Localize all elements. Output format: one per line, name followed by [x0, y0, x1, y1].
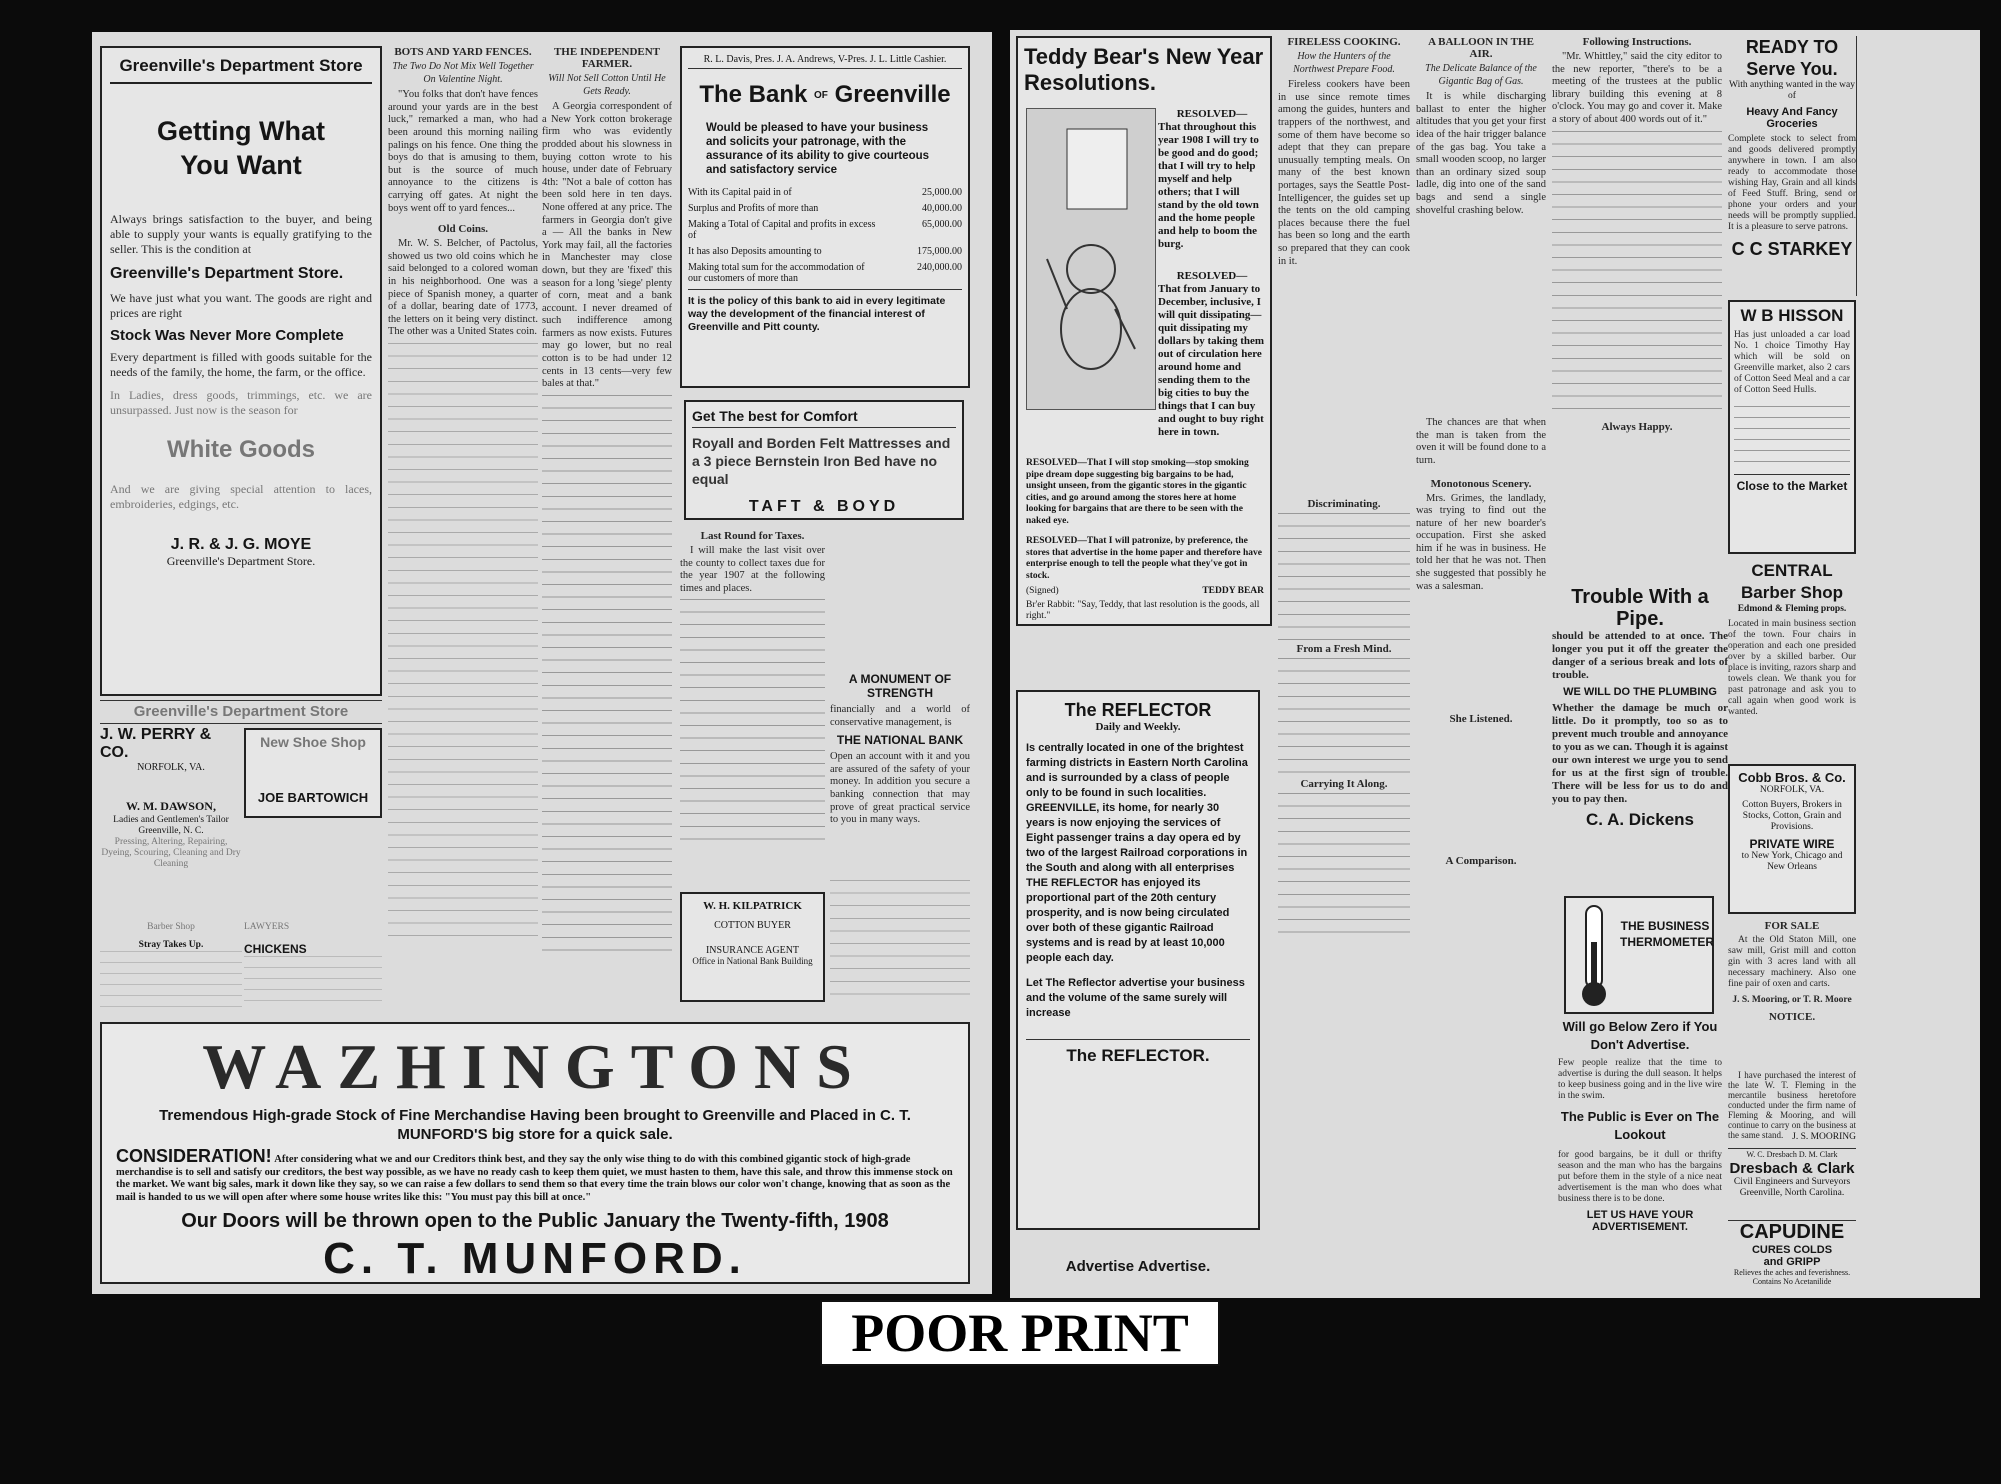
thermometer-label: THE BUSINESS THERMOMETER [1620, 919, 1714, 949]
comfort-title: Get The best for Comfort [692, 408, 956, 428]
central-barber-ad [1728, 560, 1856, 760]
kilpatrick-line3: Office in National Bank Building [692, 956, 813, 966]
stray-small [100, 940, 242, 1010]
reflector-title: The REFLECTOR [1064, 700, 1212, 720]
advertise-line [1016, 1258, 1260, 1282]
thermo-line: Will go Below Zero if You Don't Advertise. [1562, 1019, 1718, 1052]
bank-name-suffix: Greenville [834, 81, 951, 108]
eye-title: The Public is Ever on The Lookout [1560, 1109, 1720, 1142]
perry-name: J. W. PERRY & CO. [100, 726, 212, 761]
bank-row [688, 203, 962, 214]
dawson-line1: Ladies and Gentlemen's Tailor [113, 815, 229, 825]
consideration [116, 1146, 954, 1204]
cobb-line2: to New York, Chicago and New Orleans [1741, 851, 1843, 872]
for-sale-title: FOR SALE [1764, 920, 1820, 932]
balloon-body: It is while discharging ballast to enter the higher altitudes that you get your first idea of the hair trigger balance of the gas bag. You take a small wooden scoop, no larger than an ordinary sized soup ladle, dig into one of the sand bags and send a single shovelful crashing below. [1416, 91, 1546, 216]
cobb-name: Cobb Bros. & Co. [1738, 770, 1846, 785]
reflector-cta: Let The Reflector advertise your business and the volume of the same surely will increase [1026, 977, 1245, 1019]
kilpatrick-name: W. H. KILPATRICK [703, 900, 802, 912]
lawyers-small [244, 922, 382, 938]
chickens-title: CHICKENS [244, 942, 307, 956]
dresbach-line2: Greenville, North Carolina. [1739, 1188, 1845, 1198]
bank-row-label: It has also Deposits amounting to [688, 246, 822, 257]
stock-line: Stock Was Never More Complete [110, 327, 344, 344]
store-line4: In Ladies, dress goods, trimmings, etc. we are unsurpassed. Just now is the season for [110, 388, 372, 417]
taxes-body: I will make the last visit over the county to collect taxes due for the year 1907 at the following times and places. [680, 545, 825, 594]
consideration-text: After considering what we and our Creditors think best, and they say the only wise thing to do with this combined gigantic stock of high-grade merchandise is to sell and satisfy our creditors, the best way possible, as we have no ready cash to keep them quiet, we must hasten to them, have this sale, and throw this immense stock on the market. We want big sales, mark it down like they say, so we can raise a few dollars to send them so that every time the train blows our color won't change, knowing that as soon as the mail is handed to us we will open after where some house writes like this: "You must pay this bill at once." [116, 1154, 953, 1203]
dickens-plumbing-ad [1552, 586, 1728, 886]
carrying-lines [1278, 793, 1410, 943]
kilpatrick-line2: INSURANCE AGENT [705, 945, 800, 956]
resolution-1 [1158, 108, 1266, 251]
stray-title: Stray Takes Up. [138, 940, 204, 950]
notice-sig: J. S. MOORING [1792, 1132, 1856, 1142]
bank-row [688, 246, 962, 257]
farmer-lower-text [542, 395, 672, 955]
bank-of-greenville-ad [680, 46, 970, 388]
trouble-title: Trouble With a Pipe. [1571, 586, 1709, 630]
cobb-wire: PRIVATE WIRE [1749, 837, 1835, 851]
capudine-ad [1728, 1220, 1856, 1293]
left-newspaper-page [92, 32, 992, 1294]
taft-boyd-ad [684, 400, 964, 520]
shoe-name: JOE BARTOWICH [257, 790, 369, 805]
comfort-body: Royall and Borden Felt Mattresses and a 3 piece Bernstein Iron Bed have no equal [692, 435, 951, 487]
monument-body: financially and a world of conservative management, is [830, 704, 970, 728]
r1-head: RESOLVED— [1176, 108, 1248, 120]
starkey-name: C C STARKEY [1731, 239, 1853, 259]
teddy-title: Teddy Bear's New Year Resolutions. [1024, 44, 1264, 95]
bank-row [688, 262, 962, 284]
grimes-body: Mrs. Grimes, the landlady, was trying to find out the nature of her new boarder's occupation. First she asked him if he was in business. He told her that he was not. Then she suggested that possibly he was a salesman. [1416, 492, 1546, 592]
store-line3: Every department is filled with goods suitable for the needs of the family, the home, the farm, or the office. [110, 350, 372, 379]
washingtons-ad [100, 1022, 970, 1284]
central-body: Located in main business section of the town. Four chairs in operation and each one presided over by a skilled barber. Our place is inviting, razors sharp and towels clean. We thank you for past patronage and ask you to call again when good work is wanted. [1728, 619, 1856, 717]
business-thermometer-illustration [1564, 896, 1714, 1014]
washingtons-title: WAZHINGTONS [202, 1031, 868, 1102]
dresbach-clark-ad [1728, 1148, 1856, 1219]
r2-body: That from January to December, inclusive, I will quit dissipating—quit dissipating my dollars by taking them out of circulation here around home and sending them to the big cities to buy the things that I can buy and ought to buy right here in town. [1158, 283, 1265, 438]
store-line5: And we are giving special attention to laces, embroideries, edgings, etc. [110, 482, 372, 511]
fresh-lines [1278, 658, 1410, 778]
bank-row-value: 25,000.00 [922, 187, 962, 198]
trouble-body: should be attended to at once. The longer you put it off the greater the danger of a serious break and lots of trouble. [1552, 630, 1728, 681]
bank-row-label: Making a Total of Capital and profits in excess of [688, 219, 876, 241]
cobb-line1: Cotton Buyers, Brokers in Stocks, Cotton, Grain and Provisions. [1742, 800, 1842, 832]
resolution-4: RESOLVED—That I will patronize, by preference, the stores that advertise in the home paper and therefore have enterprise enough to tell the people what they've got in stock. [1026, 536, 1262, 581]
store-body: Always brings satisfaction to the buyer, and being able to supply your wants is equally gratifying to the seller. This is the condition at [110, 212, 372, 256]
cobb-bros-ad [1728, 764, 1856, 914]
bank-row [688, 187, 962, 198]
thermo-body2: for good bargains, be it dull or thrifty season and the man who has the bargains put before them in the style of a nice neat advertisement is the man who does what business there is to be done. [1558, 1150, 1722, 1204]
monument-title: A MONUMENT OF STRENGTH [848, 672, 952, 700]
ready-line2: Heavy And Fancy Groceries [1746, 106, 1838, 130]
dawson-line2: Greenville, N. C. [138, 826, 204, 836]
fences-body: "You folks that don't have fences around your yards are in the best luck," remarked a man, who had been around this morning nailing palings on his fence. One thing the boys do that is amusing to them, but is the source of much annoyance to the citizens is carrying off gates. At night the boys went off to yard fences... [388, 89, 538, 214]
bank-officers: R. L. Davis, Pres. J. A. Andrews, V-Pres. J. L. Little Cashier. [688, 54, 962, 69]
thermo-cta: LET US HAVE YOUR ADVERTISEMENT. [1586, 1209, 1694, 1233]
store-name-header: Greenville's Department Store [110, 56, 372, 84]
dresbach-name: Dresbach & Clark [1729, 1160, 1855, 1177]
thermo-body: Few people realize that the time to advertise is during the dull season. It helps to keep business going and in the live wire in the swim. [1558, 1058, 1722, 1101]
hisson-body: Has just unloaded a car load No. 1 choice Timothy Hay which will be sold on Greenville market, also 2 cars of Cotton Seed Meal and a car of Cotton Seed Hulls. [1734, 330, 1850, 395]
following-title: Following Instructions. [1582, 36, 1692, 48]
central-sub: Edmond & Fleming props. [1737, 604, 1847, 614]
doors-line: Our Doors will be thrown open to the Public January the Twenty-fifth, 1908 [181, 1210, 889, 1232]
taxes-column [680, 530, 825, 860]
perry-city: NORFOLK, VA. [137, 762, 205, 773]
barber-small-title: Barber Shop [147, 922, 195, 932]
resolution-2 [1158, 270, 1266, 439]
reflector-sub: Daily and Weekly. [1095, 721, 1181, 733]
for-sale-names: J. S. Mooring, or T. R. Moore [1732, 995, 1852, 1005]
fireless-body: Fireless cookers have been in use since remote times among the guides, hunters and trappers of the northwest, and some of them have become so adept that they can prepare unusually tempting meals. On many of the best known portages, says the Seattle Post-Intelligencer, the guides set up the tents on the old camping places because there the fuel has been so long and the earth so prepared that they can cook in it. [1278, 79, 1410, 267]
signer: TEDDY BEAR [1202, 586, 1264, 596]
following-body: "Mr. Whittley," said the city editor to the new reporter, "there's to be a meeting of the trustees at the public library building this evening at 8 o'clock. You may go and cover it. Make a story of about 400 words out of it." [1552, 51, 1722, 125]
monument-bank: THE NATIONAL BANK [836, 733, 964, 748]
hisson-ad [1728, 300, 1856, 554]
store-owners: J. R. & J. G. MOYE [170, 536, 312, 553]
kilpatrick-ad [680, 892, 825, 1002]
dresbach-names: W. C. Dresbach D. M. Clark [1746, 1150, 1838, 1159]
resolution-3: RESOLVED—That I will stop smoking—stop smoking pipe dream dope suggesting big bargains to be had, unsight unseen, from the gigantic stores in the gigantic cities, and go around among the stores here at home looking for bargains that are there to be seen with the naked eye. [1026, 458, 1249, 526]
reflector-ad [1016, 690, 1260, 1230]
poor-print-stamp: POOR PRINT [820, 1300, 1220, 1366]
thermometer-icon [1574, 902, 1614, 1010]
ready-line1: With anything wanted in the way of [1729, 80, 1855, 101]
fresh-title: From a Fresh Mind. [1296, 643, 1392, 656]
ready-title: READY TO Serve You. [1745, 37, 1839, 79]
fences-lower-text [388, 343, 538, 943]
farmer-subtitle: Will Not Sell Cotton Until He Gets Ready. [548, 73, 666, 97]
greenville-store-ad [100, 46, 382, 696]
dresbach-line1: Civil Engineers and Surveyors [1733, 1177, 1851, 1187]
taxes-title: Last Round for Taxes. [700, 530, 805, 542]
bank-policy: It is the policy of this bank to aid in every legitimate way the development of the financial interest of Greenville and Pitt county. [688, 289, 962, 334]
farmer-column [542, 46, 672, 1006]
fireless-column [1278, 36, 1410, 1286]
dickens-name: C. A. Dickens [1585, 810, 1695, 829]
store-banner-text: Greenville's Department Store [133, 703, 349, 720]
perry-ad [100, 726, 242, 796]
balloon-subtitle: The Delicate Balance of the Gigantic Bag of Gas. [1425, 63, 1537, 87]
thermometer-ad-text [1558, 1018, 1722, 1288]
teddy-illustration [1026, 108, 1156, 410]
for-sale-body: At the Old Staton Mill, one saw mill, Grist mill and cotton gin with 3 acres land with all necessary machinery. Also one fine pair of oxen and carts. [1728, 935, 1856, 989]
dawson-ad [100, 800, 242, 920]
hisson-name: W B HISSON [1740, 306, 1844, 325]
capudine-line2: and GRIPP [1763, 1256, 1821, 1268]
bank-row [688, 219, 962, 241]
bank-row-label: Surplus and Profits of more than [688, 203, 819, 214]
bank-row-value: 65,000.00 [922, 219, 962, 230]
balloon-column [1416, 36, 1546, 1286]
bank-intro: Would be pleased to have your business and solicits your patronage, with the assurance of its ability to give courteous and satisfactory service [706, 122, 930, 176]
following-lines [1552, 131, 1722, 421]
for-sale-notice [1728, 920, 1856, 1070]
bank-row-value: 40,000.00 [922, 203, 962, 214]
hisson-close: Close to the Market [1734, 474, 1850, 493]
always-title: Always Happy. [1601, 420, 1673, 433]
store-bottom-banner [100, 700, 382, 724]
capudine-line3: Relieves the aches and feverishness. Contains No Acetanilide [1733, 1268, 1851, 1286]
coins-title: Old Coins. [437, 223, 489, 236]
washingtons-subtitle: Tremendous High-grade Stock of Fine Merchandise Having been brought to Greenville and Placed in C. T. MUNFORD'S big store for a quick sale. [159, 1107, 911, 1143]
bank-table [688, 187, 962, 284]
chickens-small [244, 942, 382, 1008]
advertise-text: Advertise Advertise. [1065, 1258, 1211, 1275]
barber-small [100, 922, 242, 938]
fireless-title: FIRELESS COOKING. [1287, 36, 1401, 48]
store-line2: We have just what you want. The goods are right and prices are right [110, 291, 372, 320]
listened-title: She Listened. [1449, 713, 1513, 726]
cobb-city: NORFOLK, VA. [1759, 785, 1825, 795]
grimes-title: Monotonous Scenery. [1430, 477, 1532, 490]
ready-body: Complete stock to select from and goods delivered promptly anywhere in town. I am also ready to accommodate those wishing Hay, Grain and all kinds of Feed Stuff. Bring, send or phone your orders and your needs will be promptly supplied. It is a pleasure to serve patrons. [1728, 134, 1856, 232]
rabbit-quote: Br'er Rabbit: "Say, Teddy, that last resolution is the goods, all right." [1026, 600, 1260, 621]
notice-signature [1728, 1132, 1856, 1146]
bank-name-prefix: The Bank [699, 81, 808, 108]
carrying-title: Carrying It Along. [1300, 778, 1388, 791]
teddy-signature [1026, 586, 1264, 596]
teddy-bear-ad [1016, 36, 1272, 626]
shoe-shop-ad [244, 728, 382, 818]
taxes-schedule [680, 599, 825, 849]
shoe-title: New Shoe Shop [260, 734, 366, 750]
central-title: CENTRAL Barber Shop [1740, 561, 1844, 602]
fences-title: BOTS AND YARD FENCES. [394, 46, 532, 58]
kilpatrick-line1: COTTON BUYER [714, 920, 791, 931]
farmer-title: THE INDEPENDENT FARMER. [553, 46, 661, 70]
store-line: Greenville's Department Store. [110, 265, 344, 282]
munford-name: C. T. MUNFORD. [323, 1234, 747, 1283]
plumbing-line: WE WILL DO THE PLUMBING [1563, 686, 1717, 698]
monument-body2: Open an account with it and you are assured of the safety of your money. In addition you secure a banking connection that may prove of great practical service to you in many ways. [830, 751, 970, 826]
stray-body [100, 951, 242, 1007]
comfort-name: TAFT & BOYD [748, 498, 900, 515]
discriminating-title: Discriminating. [1307, 498, 1381, 511]
fences-subtitle: The Two Do Not Mix Well Together On Valentine Night. [392, 61, 534, 85]
capudine-line1: CURES COLDS [1751, 1244, 1833, 1256]
consideration-label: CONSIDERATION! [116, 1146, 272, 1166]
white-goods: White Goods [167, 436, 315, 463]
r2-head: RESOLVED— [1176, 270, 1248, 282]
national-bank-ad [830, 672, 970, 872]
starkey-ad [1728, 36, 1857, 296]
following-column [1552, 36, 1722, 636]
dawson-line3: Pressing, Altering, Repairing, Dyeing, Scouring, Cleaning and Dry Cleaning [101, 837, 241, 869]
bank-row-value: 175,000.00 [917, 246, 962, 257]
stray-right-column [830, 880, 970, 1000]
notice-title: NOTICE. [1768, 1010, 1816, 1023]
store-headline: Getting What You Want [157, 116, 325, 180]
comparison-title: A Comparison. [1445, 855, 1517, 868]
fireless-subtitle: How the Hunters of the Northwest Prepare Food. [1293, 51, 1395, 75]
balloon-title: A BALLOON IN THE AIR. [1428, 36, 1534, 60]
dawson-name: W. M. DAWSON, [126, 799, 216, 813]
fireless-lines [1278, 513, 1410, 643]
signed-label: (Signed) [1026, 586, 1059, 596]
reflector-body: Is centrally located in one of the brightest farming districts in Eastern North Carolina and is surrounded by a class of people only to be found in such localities. GREENVILLE, its home, for nearly 30 years is now enjoying the services of Eight passenger trains a day opera ed by two of the largest Railroad corporations in the South and along with all enterprises THE REFLECTOR has enjoyed its proportional part of the 20th century prosperity, and is now being circulated over both of these gigantic Railroad systems and is read by at least 10,000 people each day. [1026, 742, 1248, 964]
coins-body: Mr. W. S. Belcher, of Pactolus, showed us two old coins which he said belonged to a colored woman in his neighborhood. One was a piece of Spanish money, a quarter of a dollar, bearing date of 1773, the letters on it being very distinct. The other was a United States coin. [388, 238, 538, 338]
balloon-cont: The chances are that when the man is taken from the oven it will be found done to a turn. [1416, 417, 1546, 466]
bank-name [688, 81, 962, 109]
lawyers-title: LAWYERS [244, 922, 290, 932]
notice-body: I have purchased the interest of the late W. T. Fleming in the mercantile business heretofore conducted under the firm name of Fleming & Mooring, and will continue to carry on the business at the same stand. [1728, 1070, 1856, 1140]
chickens-body [244, 956, 382, 1004]
bank-row-label: Making total sum for the accommodation of our customers of more than [688, 262, 865, 284]
trouble-body2: Whether the damage be much or little. Do it promptly, too so as to prevent much trouble and annoyance to you as we can. Though it is against our own interest we urge you to send for us at the first sign of trouble. There will be less for us to do and you to pay then. [1552, 702, 1728, 805]
fences-column [388, 46, 538, 1006]
hisson-lines [1734, 406, 1850, 466]
farmer-body: A Georgia correspondent of a New York cotton brokerage firm who was evidently prodded about his slowness in buying cotton wrote to his house, under date of February 4th: "Not a bale of cotton has been sold here in ten days. None offered at any price. The farmers in Georgia don't give a — All the banks in New York may fail, all the factories in Manchester may close down, but they are 'fixed' this season for a long 'siege' plenty of corn, meat and a bank account. I never dreamed of such indifference among farmers as now exists. Futures may go lower, but no real cotton is to be had under 12 cents in 13 cents—very few bales at that." [542, 101, 672, 390]
bank-row-value: 240,000.00 [917, 262, 962, 273]
r1-body: That throughout this year 1908 I will try to be good and do good; that I will try to help myself and help others; that I will stand by the old town and the home people and help to boom the burg. [1158, 121, 1259, 250]
reflector-footer: The REFLECTOR. [1026, 1039, 1250, 1066]
bank-name-of: OF [814, 90, 828, 102]
right-newspaper-page [1010, 30, 1980, 1298]
bank-row-label: With its Capital paid in of [688, 187, 792, 198]
capudine-title: CAPUDINE [1739, 1221, 1845, 1243]
store-owners-sub: Greenville's Department Store. [166, 554, 316, 568]
